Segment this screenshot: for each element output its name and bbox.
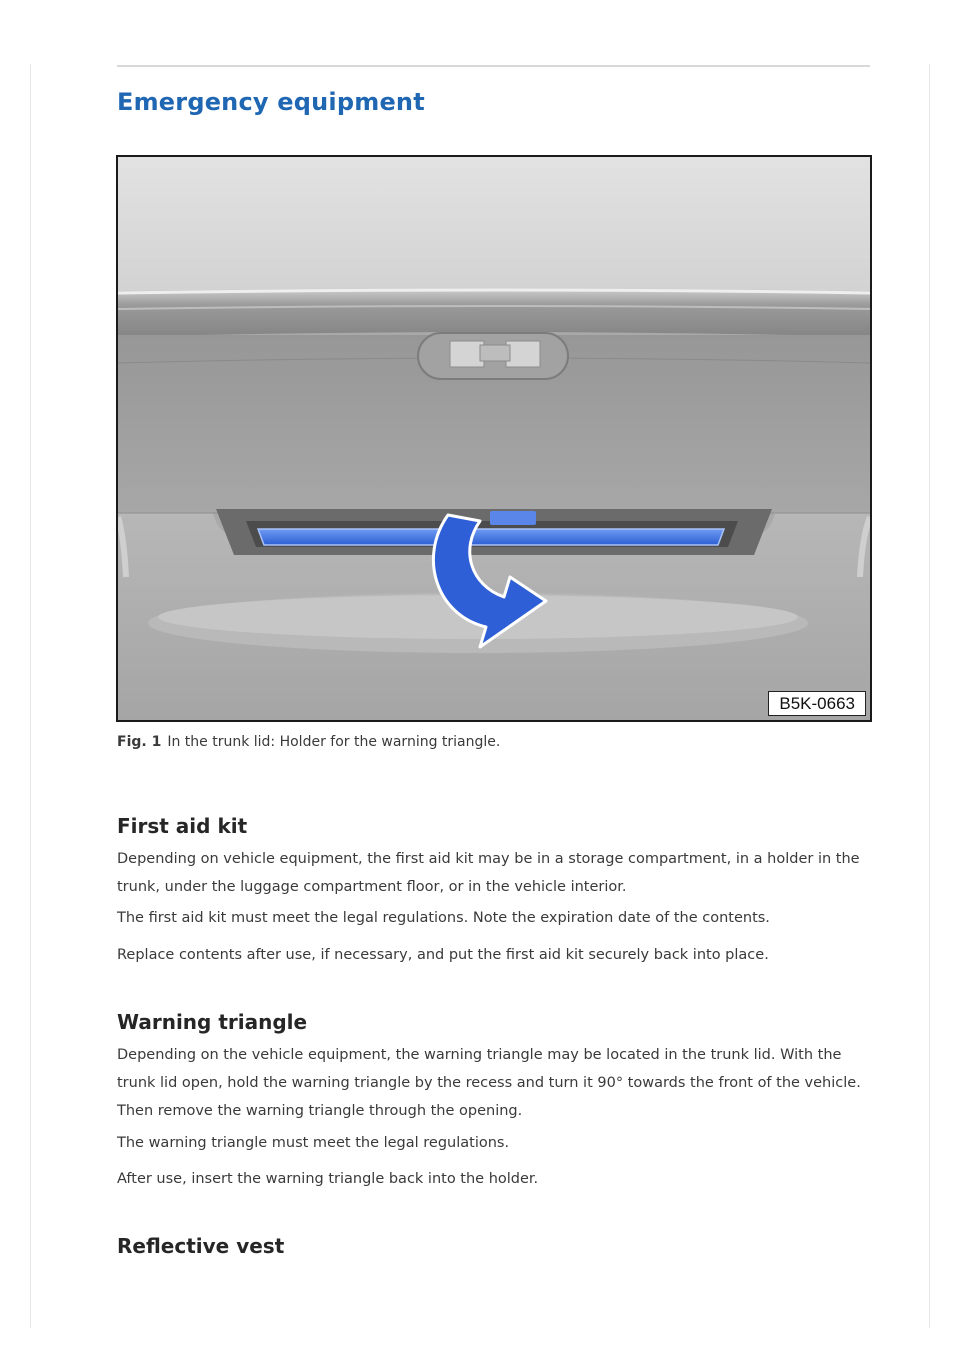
warning-triangle-paragraph-1: Depending on the vehicle equipment, the warning triangle may be located in the trunk lid. With the trunk lid open, hold the warning triangle by the recess and turn it 90° towards the front of the vehicle. Then remove the warning triangle through the opening.	[117, 1047, 861, 1119]
trunk-lid-illustration	[116, 155, 872, 722]
first-aid-paragraph-3: Replace contents after use, if necessary, and put the first aid kit securely back into place.	[117, 947, 769, 963]
heading-reflective-vest: Reflective vest	[117, 1234, 285, 1258]
first-aid-paragraph-1: Depending on vehicle equipment, the first aid kit may be in a storage compartment, in a holder in the trunk, under the luggage compartment floor, or in the vehicle interior.	[117, 851, 860, 895]
header-divider	[117, 65, 870, 67]
page-title: Emergency equipment	[117, 88, 425, 116]
warning-triangle-paragraph-3: After use, insert the warning triangle back into the holder.	[117, 1171, 539, 1187]
heading-first-aid-kit: First aid kit	[117, 814, 248, 838]
trunk-lid-edge	[118, 288, 870, 337]
trunk-latch	[418, 333, 568, 379]
figure-label: Fig. 1	[117, 734, 162, 750]
page-border-right	[929, 64, 930, 1328]
background-area	[118, 157, 870, 297]
page-border-left	[30, 64, 31, 1328]
warning-triangle-holder	[216, 509, 772, 555]
warning-triangle-paragraph-2: The warning triangle must meet the legal regulations.	[117, 1135, 510, 1151]
first-aid-paragraph-2: The first aid kit must meet the legal regulations. Note the expiration date of the contents.	[117, 910, 770, 926]
figure-code: B5K-0663	[768, 691, 866, 716]
figure-caption-text: In the trunk lid: Holder for the warning triangle.	[167, 734, 501, 750]
heading-warning-triangle: Warning triangle	[117, 1010, 308, 1034]
warning-triangle-highlight	[258, 529, 724, 545]
figure-caption	[117, 734, 500, 750]
